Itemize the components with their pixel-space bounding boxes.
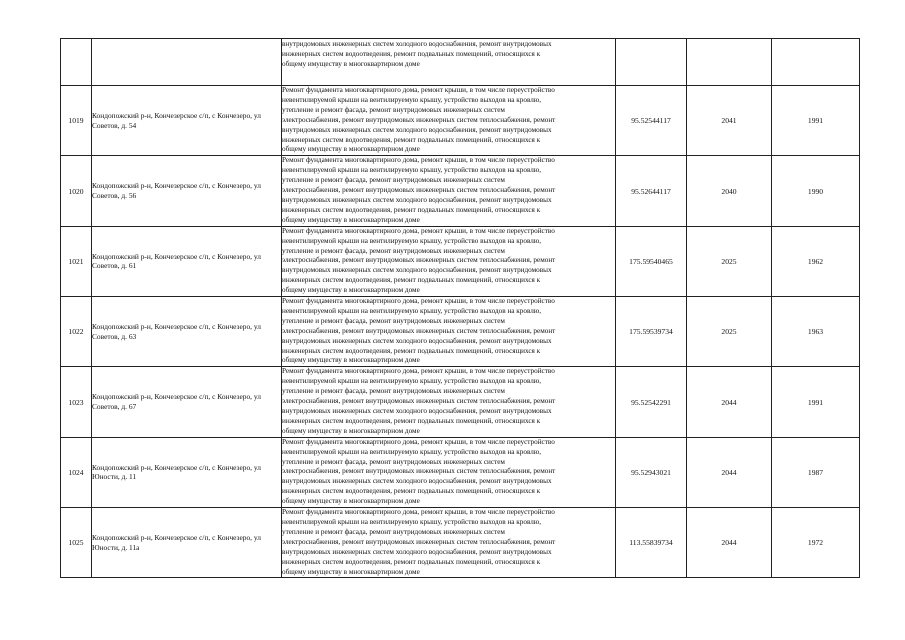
table-row — [61, 226, 860, 296]
work-line: утепление и ремонт фасада, ремонт внутридомовых инженерных систем — [282, 527, 505, 536]
work-line: внутридомовых инженерных систем холодного водоснабжения, ремонт внутридомовых — [282, 477, 552, 486]
work-line: невентилируемой крыши на вентилируемую крышу, устройство выходов на кровлю, — [282, 236, 542, 245]
table-row — [61, 437, 860, 507]
cell-work-description — [282, 39, 616, 86]
cell-build-year: 1963 — [772, 297, 860, 367]
cell-area: 95.52544117 — [616, 86, 687, 156]
cell-number: 1023 — [61, 367, 92, 437]
work-line: электроснабжения, ремонт внутридомовых инженерных систем теплоснабжения, ремонт — [282, 537, 556, 546]
cell-address: Кондопожский р-н, Кончезерское с/п, с Кончезеро, ул Советов, д. 63 — [92, 297, 282, 367]
cell-planned-year: 2040 — [687, 156, 772, 226]
work-line: утепление и ремонт фасада, ремонт внутридомовых инженерных систем — [282, 457, 505, 466]
work-line: внутридомовых инженерных систем холодного водоснабжения, ремонт внутридомовых — [282, 125, 552, 134]
cell-number: 1019 — [61, 86, 92, 156]
cell-number — [61, 39, 92, 86]
cell-address: Кондопожский р-н, Кончезерское с/п, с Кончезеро, ул Советов, д. 54 — [92, 86, 282, 156]
work-line: электроснабжения, ремонт внутридомовых инженерных систем теплоснабжения, ремонт — [282, 326, 556, 335]
work-line: невентилируемой крыши на вентилируемую крышу, устройство выходов на кровлю, — [282, 95, 542, 104]
work-line: Ремонт фундамента многоквартирного дома, ремонт крыши, в том числе переустройство — [282, 226, 555, 235]
register-table-body — [61, 39, 860, 578]
work-line: утепление и ремонт фасада, ремонт внутридомовых инженерных систем — [282, 105, 505, 114]
table-row — [61, 367, 860, 437]
work-line: утепление и ремонт фасада, ремонт внутридомовых инженерных систем — [282, 387, 505, 396]
work-line: электроснабжения, ремонт внутридомовых инженерных систем теплоснабжения, ремонт — [282, 467, 556, 476]
cell-build-year: 1990 — [772, 156, 860, 226]
table-row-continued — [61, 39, 860, 86]
work-line: электроснабжения, ремонт внутридомовых инженерных систем теплоснабжения, ремонт — [282, 186, 556, 195]
work-line: электроснабжения, ремонт внутридомовых инженерных систем теплоснабжения, ремонт — [282, 397, 556, 406]
cell-address — [92, 39, 282, 86]
work-line: общему имуществу в многоквартирном доме — [282, 497, 420, 506]
work-line: Ремонт фундамента многоквартирного дома, ремонт крыши, в том числе переустройство — [282, 437, 555, 446]
work-line: невентилируемой крыши на вентилируемую крышу, устройство выходов на кровлю, — [282, 306, 542, 315]
cell-work-description — [282, 226, 616, 296]
cell-work-description — [282, 156, 616, 226]
cell-build-year: 1962 — [772, 226, 860, 296]
cell-planned-year: 2044 — [687, 437, 772, 507]
cell-area: 95.52542291 — [616, 367, 687, 437]
cell-number: 1022 — [61, 297, 92, 367]
cell-work-description — [282, 367, 616, 437]
cell-build-year — [772, 39, 860, 86]
work-line: Ремонт фундамента многоквартирного дома, ремонт крыши, в том числе переустройство — [282, 367, 555, 376]
cell-work-description — [282, 508, 616, 578]
cell-number: 1024 — [61, 437, 92, 507]
cell-number: 1020 — [61, 156, 92, 226]
work-line: невентилируемой крыши на вентилируемую крышу, устройство выходов на кровлю, — [282, 447, 542, 456]
cell-planned-year: 2044 — [687, 508, 772, 578]
cell-address: Кондопожский р-н, Кончезерское с/п, с Кончезеро, ул Советов, д. 61 — [92, 226, 282, 296]
work-line: внутридомовых инженерных систем холодного водоснабжения, ремонт внутридомовых — [282, 336, 552, 345]
work-line: инженерных систем водоотведения, ремонт подвальных помещений, относящихся к — [282, 346, 541, 355]
work-line: внутридомовых инженерных систем холодного водоснабжения, ремонт внутридомовых — [282, 266, 552, 275]
cell-address: Кондопожский р-н, Кончезерское с/п, с Кончезеро, ул Советов, д. 67 — [92, 367, 282, 437]
work-line: утепление и ремонт фасада, ремонт внутридомовых инженерных систем — [282, 316, 505, 325]
register-table — [60, 38, 860, 578]
work-line: общему имуществу в многоквартирном доме — [282, 59, 420, 68]
work-line: Ремонт фундамента многоквартирного дома, ремонт крыши, в том числе переустройство — [282, 86, 555, 94]
cell-area: 95.52943021 — [616, 437, 687, 507]
work-line: Ремонт фундамента многоквартирного дома, ремонт крыши, в том числе переустройство — [282, 156, 555, 165]
cell-area: 95.52644117 — [616, 156, 687, 226]
cell-area — [616, 39, 687, 86]
work-line: электроснабжения, ремонт внутридомовых инженерных систем теплоснабжения, ремонт — [282, 115, 556, 124]
work-line: внутридомовых инженерных систем холодного водоснабжения, ремонт внутридомовых — [282, 407, 552, 415]
cell-area: 175.59540465 — [616, 226, 687, 296]
work-line: инженерных систем водоотведения, ремонт подвальных помещений, относящихся к — [282, 135, 541, 144]
work-line: инженерных систем водоотведения, ремонт подвальных помещений, относящихся к — [282, 276, 541, 285]
work-line: Ремонт фундамента многоквартирного дома, ремонт крыши, в том числе переустройство — [282, 297, 555, 306]
cell-planned-year: 2044 — [687, 367, 772, 437]
cell-area: 175.59539734 — [616, 297, 687, 367]
cell-build-year: 1991 — [772, 86, 860, 156]
work-line: невентилируемой крыши на вентилируемую крышу, устройство выходов на кровлю, — [282, 166, 542, 175]
cell-build-year: 1991 — [772, 367, 860, 437]
work-line: общему имуществу в многоквартирном доме — [282, 426, 420, 435]
work-line: общему имуществу в многоквартирном доме — [282, 356, 420, 365]
cell-work-description — [282, 297, 616, 367]
work-line: утепление и ремонт фасада, ремонт внутридомовых инженерных систем — [282, 246, 505, 255]
cell-address: Кондопожский р-н, Кончезерское с/п, с Кончезеро, ул Юности, д. 11а — [92, 508, 282, 578]
cell-planned-year: 2041 — [687, 86, 772, 156]
cell-planned-year: 2025 — [687, 297, 772, 367]
cell-build-year: 1987 — [772, 437, 860, 507]
work-line: невентилируемой крыши на вентилируемую крышу, устройство выходов на кровлю, — [282, 377, 542, 386]
work-line: невентилируемой крыши на вентилируемую крышу, устройство выходов на кровлю, — [282, 517, 542, 526]
cell-work-description — [282, 437, 616, 507]
cell-planned-year — [687, 39, 772, 86]
work-line: утепление и ремонт фасада, ремонт внутридомовых инженерных систем — [282, 176, 505, 185]
work-line: инженерных систем водоотведения, ремонт подвальных помещений, относящихся к — [282, 49, 541, 58]
work-line: общему имуществу в многоквартирном доме — [282, 145, 420, 154]
table-row — [61, 86, 860, 156]
work-line: внутридомовых инженерных систем холодного водоснабжения, ремонт внутридомовых — [282, 40, 552, 48]
work-line: общему имуществу в многоквартирном доме — [282, 215, 420, 224]
work-line: общему имуществу в многоквартирном доме — [282, 286, 420, 295]
work-line: инженерных систем водоотведения, ремонт подвальных помещений, относящихся к — [282, 487, 541, 496]
work-line: инженерных систем водоотведения, ремонт подвальных помещений, относящихся к — [282, 416, 541, 425]
table-row — [61, 297, 860, 367]
work-line: внутридомовых инженерных систем холодного водоснабжения, ремонт внутридомовых — [282, 547, 552, 556]
table-row — [61, 156, 860, 226]
cell-build-year: 1972 — [772, 508, 860, 578]
table-row — [61, 508, 860, 578]
cell-area: 113.55839734 — [616, 508, 687, 578]
cell-work-description — [282, 86, 616, 156]
cell-number: 1025 — [61, 508, 92, 578]
work-line: общему имуществу в многоквартирном доме — [282, 567, 420, 576]
work-line: Ремонт фундамента многоквартирного дома, ремонт крыши, в том числе переустройство — [282, 508, 555, 517]
cell-planned-year: 2025 — [687, 226, 772, 296]
work-line: электроснабжения, ремонт внутридомовых инженерных систем теплоснабжения, ремонт — [282, 256, 556, 265]
work-line: инженерных систем водоотведения, ремонт подвальных помещений, относящихся к — [282, 557, 541, 566]
cell-number: 1021 — [61, 226, 92, 296]
work-line: внутридомовых инженерных систем холодного водоснабжения, ремонт внутридомовых — [282, 195, 552, 204]
cell-address: Кондопожский р-н, Кончезерское с/п, с Кончезеро, ул Советов, д. 56 — [92, 156, 282, 226]
cell-address: Кондопожский р-н, Кончезерское с/п, с Кончезеро, ул Юности, д. 11 — [92, 437, 282, 507]
work-line: инженерных систем водоотведения, ремонт подвальных помещений, относящихся к — [282, 205, 541, 214]
